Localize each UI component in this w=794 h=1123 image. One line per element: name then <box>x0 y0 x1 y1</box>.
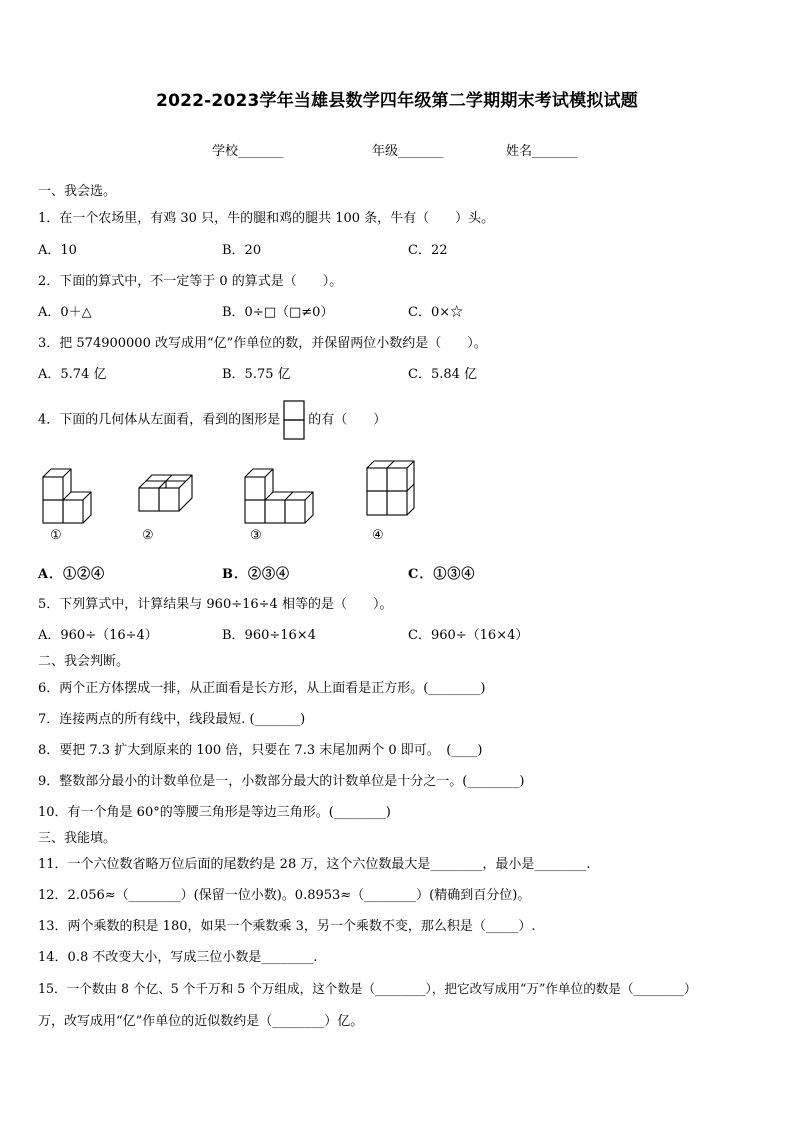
section-heading-2: 二、我会判断。 <box>38 654 130 669</box>
two-stacked-squares-icon <box>283 400 305 440</box>
figure-label-4: ④ <box>372 528 384 543</box>
q1-option-b[interactable]: B．20 <box>222 243 262 258</box>
question-11: 11．一个六位数省略万位后面的尾数约是 28 万，这个六位数最大是________，最小是________. <box>38 857 591 872</box>
question-2: 2．下面的算式中，不一定等于 0 的算式是（ ）。 <box>38 274 343 289</box>
figure-label-3: ③ <box>250 528 262 543</box>
solid-figure-2-icon <box>134 470 196 516</box>
q2-option-a[interactable]: A．0＋△ <box>38 305 92 320</box>
question-6: 6．两个正方体摆成一排，从正面看是长方形，从上面看是正方形。(________) <box>38 681 486 696</box>
question-1: 1．在一个农场里，有鸡 30 只，牛的腿和鸡的腿共 100 条，牛有（ ）头。 <box>38 211 495 226</box>
question-13: 13．两个乘数的积是 180，如果一个乘数乘 3，另一个乘数不变，那么积是（_____）. <box>38 919 536 934</box>
solid-figure-1-icon <box>38 464 98 526</box>
q4-text-after: 的有（ ） <box>308 412 387 428</box>
name-field[interactable]: 姓名_______ <box>506 144 578 159</box>
figure-label-2: ② <box>142 528 154 543</box>
question-5: 5．下列算式中，计算结果与 960÷16÷4 相等的是（ ）。 <box>38 597 393 612</box>
q3-option-c[interactable]: C．5.84 亿 <box>408 367 478 382</box>
q1-option-c[interactable]: C．22 <box>408 243 448 258</box>
q1-option-a[interactable]: A．10 <box>38 243 77 258</box>
q3-option-a[interactable]: A．5.74 亿 <box>38 367 107 382</box>
q5-option-b[interactable]: B．960÷16×4 <box>222 628 316 643</box>
question-14: 14．0.8 不改变大小，写成三位小数是________. <box>38 950 318 965</box>
school-field[interactable]: 学校_______ <box>212 144 284 159</box>
question-15-line-1: 15．一个数由 8 个亿、5 个千万和 5 个万组成，这个数是（________），把它改写成用“万”作单位的数是（________） <box>38 981 697 996</box>
q3-option-b[interactable]: B．5.75 亿 <box>222 367 291 382</box>
q4-text-before: 4．下面的几何体从左面看，看到的图形是 <box>38 412 281 428</box>
question-4 <box>38 400 386 440</box>
q2-option-c[interactable]: C．0×☆ <box>408 305 464 320</box>
section-heading-1: 一、我会选。 <box>38 184 117 199</box>
q4-option-c[interactable]: C．①③④ <box>408 567 476 582</box>
question-7: 7．连接两点的所有线中，线段最短. (_______) <box>38 712 306 727</box>
q4-option-b[interactable]: B．②③④ <box>222 567 290 582</box>
question-3: 3．把 574900000 改写成用“亿”作单位的数，并保留两位小数约是（ ）。 <box>38 336 487 351</box>
question-15-line-2: 万，改写成用“亿”作单位的近似数约是（________）亿。 <box>38 1014 364 1029</box>
figure-label-1: ① <box>50 528 62 543</box>
q4-option-a[interactable]: A．①②④ <box>38 567 106 582</box>
question-8: 8．要把 7.3 扩大到原来的 100 倍，只要在 7.3 末尾加两个 0 即可。 (____) <box>38 743 483 758</box>
page-title: 2022-2023学年当雄县数学四年级第二学期期末考试模拟试题 <box>156 91 638 111</box>
question-12: 12．2.056≈（________）(保留一位小数)。0.8953≈（________）(精确到百分位)。 <box>38 888 531 903</box>
question-9: 9．整数部分最小的计数单位是一，小数部分最大的计数单位是十分之一。(________) <box>38 774 525 789</box>
q5-option-a[interactable]: A．960÷（16÷4） <box>38 628 158 643</box>
solid-figure-3-icon <box>240 464 320 526</box>
q2-option-b[interactable]: B．0÷□（□≠0） <box>222 305 334 320</box>
q5-option-c[interactable]: C．960÷（16×4） <box>408 628 529 643</box>
question-10: 10．有一个角是 60°的等腰三角形是等边三角形。(________) <box>38 805 391 820</box>
grade-field[interactable]: 年级_______ <box>372 144 444 159</box>
section-heading-3: 三、我能填。 <box>38 831 117 846</box>
solid-figure-4-icon <box>362 458 420 522</box>
